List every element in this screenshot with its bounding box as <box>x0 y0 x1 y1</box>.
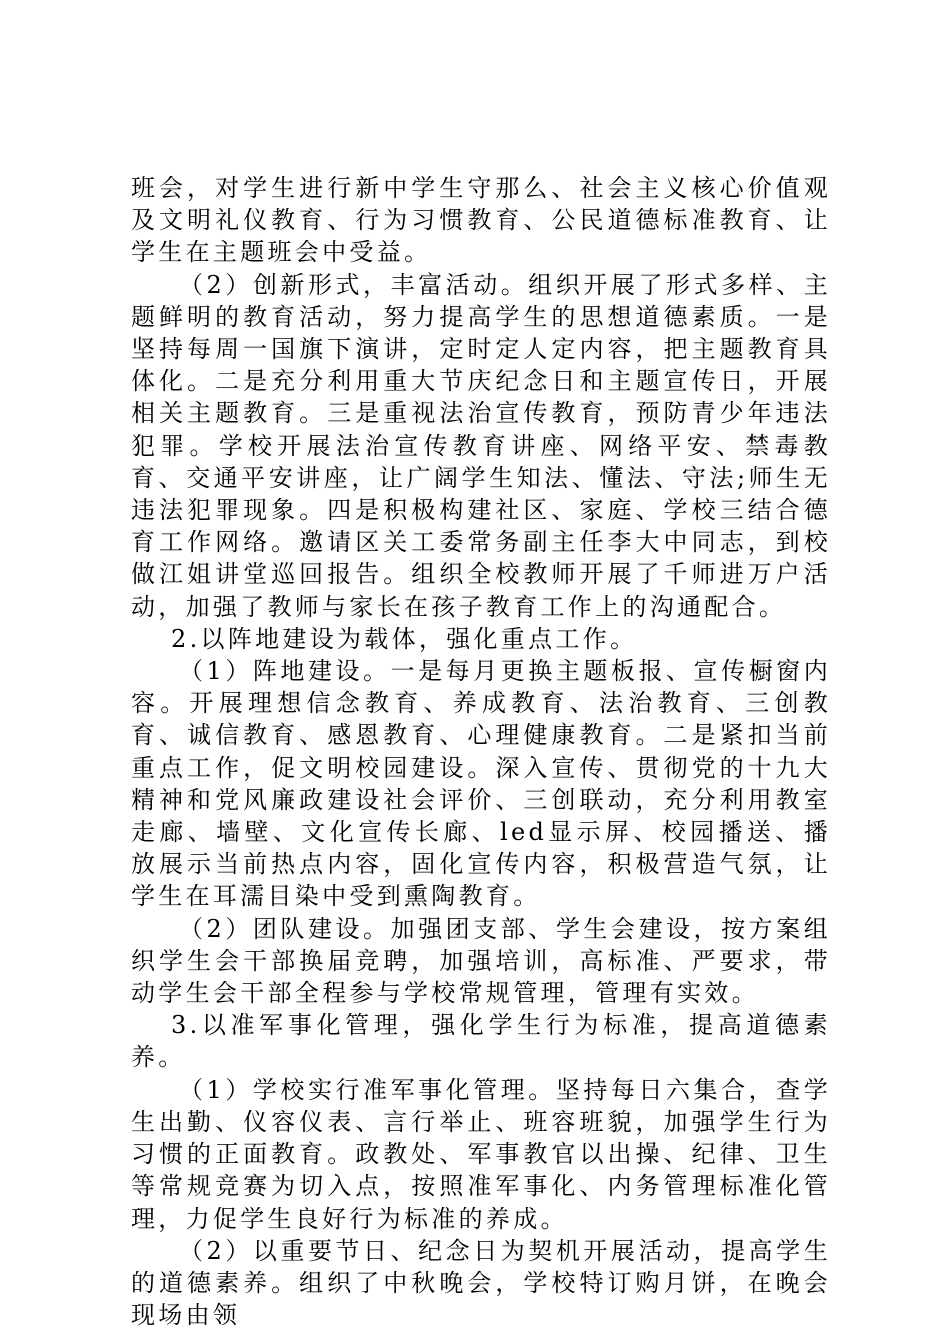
paragraph-military-management: （1）学校实行准军事化管理。坚持每日六集合，查学生出勤、仪容仪表、言行举止、班容班貌，加强学生行为习惯的正面教育。政教处、军事教官以出操、纪律、卫生等常规竞赛为切入点，按照准军事化、内务管理标准化管理，力促学生良好行为标准的养成。 <box>131 1075 831 1233</box>
section-heading-military-management: 3.以准军事化管理，强化学生行为标准，提高道德素养。 <box>131 1011 831 1072</box>
section-heading-position-building: 2.以阵地建设为载体，强化重点工作。 <box>171 624 638 653</box>
paragraph-innovation-activities: （2）创新形式，丰富活动。组织开展了形式多样、主题鲜明的教育活动，努力提高学生的思想道德素质。一是坚持每周一国旗下演讲，定时定人定内容，把主题教育具体化。二是充分利用重大节庆纪念日和主题宣传日，开展相关主题教育。三是重视法治宣传教育，预防青少年违法犯罪。学校开展法治宣传教育讲座、网络平安、禁毒教育、交通平安讲座，让广阔学生知法、懂法、守法;师生无违法犯罪现象。四是积极构建社区、家庭、学校三结合德育工作网络。邀请区关工委常务副主任李大中同志，到校做江姐讲堂巡回报告。组织全校教师开展了千师进万户活动，加强了教师与家长在孩子教育工作上的沟通配合。 <box>131 270 831 621</box>
paragraph-continuation: 班会，对学生进行新中学生守那么、社会主义核心价值观及文明礼仪教育、行为习惯教育、公民道德标准教育、让学生在主题班会中受益。 <box>131 174 831 267</box>
paragraph-team-building: （2）团队建设。加强团支部、学生会建设，按方案组织学生会干部换届竞聘，加强培训，高标准、严要求，带动学生会干部全程参与学校常规管理，管理有实效。 <box>131 914 831 1008</box>
paragraph-festival-activities: （2）以重要节日、纪念日为契机开展活动，提高学生的道德素养。组织了中秋晚会，学校特订购月饼，在晚会现场由领 <box>131 1236 831 1330</box>
paragraph-position-building: （1）阵地建设。一是每月更换主题板报、宣传橱窗内容。开展理想信念教育、养成教育、法治教育、三创教育、诚信教育、感恩教育、心理健康教育。二是紧扣当前重点工作，促文明校园建设。深入宣传、贯彻党的十九大精神和党风廉政建设社会评价、三创联动，充分利用教室走廊、墙壁、文化宣传长廊、led显示屏、校园播送、播放展示当前热点内容，固化宣传内容，积极营造气氛，让学生在耳濡目染中受到熏陶教育。 <box>131 657 831 911</box>
document-body <box>131 172 831 1331</box>
